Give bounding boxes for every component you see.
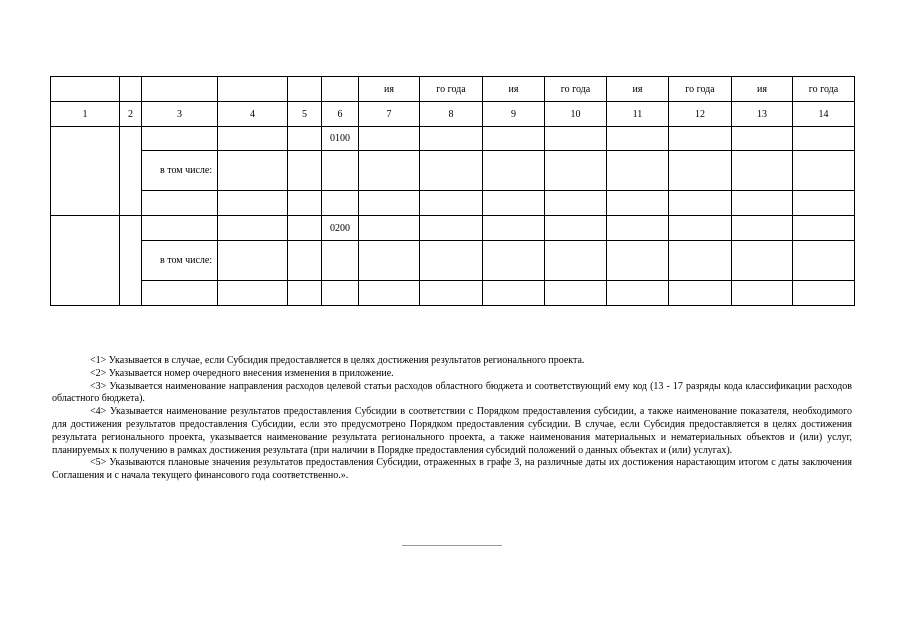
table-row bbox=[51, 127, 855, 151]
column-number: 6 bbox=[322, 102, 359, 127]
header-cell: го года bbox=[545, 77, 607, 102]
footnote-2: <2> Указывается номер очередного внесения изменения в приложение. bbox=[90, 367, 394, 379]
table-cell bbox=[51, 127, 120, 216]
table-cell bbox=[322, 241, 359, 281]
table-cell bbox=[732, 241, 793, 281]
table-cell bbox=[793, 127, 855, 151]
column-number: 9 bbox=[483, 102, 545, 127]
table-cell bbox=[322, 191, 359, 216]
table-row bbox=[51, 241, 855, 281]
table-row bbox=[51, 216, 855, 241]
table-cell bbox=[359, 191, 420, 216]
table-cell bbox=[420, 191, 483, 216]
table-cell bbox=[607, 127, 669, 151]
column-number: 3 bbox=[142, 102, 218, 127]
separator-line bbox=[402, 545, 502, 546]
table-cell bbox=[483, 191, 545, 216]
table-cell bbox=[120, 127, 142, 216]
header-cell bbox=[288, 77, 322, 102]
header-cell: ия bbox=[732, 77, 793, 102]
table-cell bbox=[793, 281, 855, 306]
table-cell bbox=[545, 127, 607, 151]
header-cell bbox=[142, 77, 218, 102]
column-number: 12 bbox=[669, 102, 732, 127]
results-table bbox=[50, 76, 855, 306]
column-number-row bbox=[51, 102, 855, 127]
table-cell bbox=[483, 241, 545, 281]
table-cell bbox=[732, 281, 793, 306]
table-cell bbox=[288, 127, 322, 151]
header-row bbox=[51, 77, 855, 102]
table-row bbox=[51, 281, 855, 306]
table-cell bbox=[669, 191, 732, 216]
header-cell: ия bbox=[359, 77, 420, 102]
table-cell bbox=[607, 191, 669, 216]
table-cell bbox=[51, 216, 120, 306]
table-cell bbox=[288, 281, 322, 306]
table-cell bbox=[288, 216, 322, 241]
table-cell bbox=[545, 151, 607, 191]
table-cell bbox=[545, 241, 607, 281]
column-number: 11 bbox=[607, 102, 669, 127]
table-cell bbox=[483, 281, 545, 306]
table-cell bbox=[732, 151, 793, 191]
table-cell bbox=[607, 241, 669, 281]
table-cell bbox=[420, 241, 483, 281]
table-cell bbox=[322, 281, 359, 306]
footnote-5: <5> Указываются плановые значения результатов предоставления Субсидии, отраженных в графе 3, на различные даты их достижения нарастающим итогом с даты заключения Соглашения и с начала текущего финансового года соответственно.». bbox=[52, 457, 852, 482]
column-number: 13 bbox=[732, 102, 793, 127]
table-cell bbox=[359, 281, 420, 306]
table-cell bbox=[420, 216, 483, 241]
table-cell bbox=[420, 151, 483, 191]
table-cell bbox=[669, 127, 732, 151]
table-cell bbox=[793, 191, 855, 216]
table-cell bbox=[322, 151, 359, 191]
header-cell: ия bbox=[483, 77, 545, 102]
row-code: 0100 bbox=[322, 127, 359, 151]
table-cell bbox=[545, 216, 607, 241]
table-cell bbox=[218, 281, 288, 306]
table-cell bbox=[359, 151, 420, 191]
table-cell bbox=[218, 151, 288, 191]
table-cell bbox=[607, 281, 669, 306]
table-cell bbox=[483, 151, 545, 191]
table-cell bbox=[359, 241, 420, 281]
column-number: 1 bbox=[51, 102, 120, 127]
including-label: в том числе: bbox=[142, 241, 218, 281]
table-cell bbox=[793, 151, 855, 191]
header-cell: го года bbox=[793, 77, 855, 102]
column-number: 5 bbox=[288, 102, 322, 127]
column-number: 10 bbox=[545, 102, 607, 127]
table-cell bbox=[483, 216, 545, 241]
header-cell: го года bbox=[420, 77, 483, 102]
header-cell: го года bbox=[669, 77, 732, 102]
header-cell: ия bbox=[607, 77, 669, 102]
table-cell bbox=[120, 216, 142, 306]
table-cell bbox=[142, 281, 218, 306]
footnote-4: <4> Указывается наименование результатов предоставления Субсидии в соответствии с Порядком предоставления субсидии, а также наименование показателя, необходимого для достижения результатов предоставления Субсидии, если это предусмотрено Порядком предоставления субсидии. В случае, если Субсидия предоставляется в целях достижения результата регионального проекта, указывается наименование результата регионального проекта, а также наименования материальных и нематериальных объектов и (или) услуг, планируемых к получению в рамках достижения результата (при наличии в Порядке предоставления субсидий положений о данных объектах и (или) услугах). bbox=[52, 406, 852, 456]
footnote-3: <3> Указывается наименование направления расходов целевой статьи расходов областного бюджета и соответствующий ему код (13 - 17 разряды кода классификации расходов областного бюджета). bbox=[52, 380, 852, 405]
footnotes bbox=[52, 355, 852, 483]
table-cell bbox=[288, 151, 322, 191]
column-number: 7 bbox=[359, 102, 420, 127]
table-cell bbox=[218, 241, 288, 281]
footnote-1: <1> Указывается в случае, если Субсидия предоставляется в целях достижения результатов регионального проекта. bbox=[90, 355, 585, 366]
table-cell bbox=[359, 216, 420, 241]
table-cell bbox=[420, 127, 483, 151]
table-cell bbox=[732, 216, 793, 241]
column-number: 8 bbox=[420, 102, 483, 127]
table-cell bbox=[607, 216, 669, 241]
table-cell bbox=[669, 241, 732, 281]
column-number: 2 bbox=[120, 102, 142, 127]
row-code: 0200 bbox=[322, 216, 359, 241]
table-cell bbox=[607, 151, 669, 191]
table-cell bbox=[545, 191, 607, 216]
table-cell bbox=[669, 216, 732, 241]
header-cell bbox=[120, 77, 142, 102]
table-cell bbox=[288, 191, 322, 216]
table-cell bbox=[142, 216, 218, 241]
table-cell bbox=[142, 127, 218, 151]
table-row bbox=[51, 191, 855, 216]
header-cell bbox=[322, 77, 359, 102]
table-cell bbox=[218, 216, 288, 241]
table-cell bbox=[732, 127, 793, 151]
table-cell bbox=[359, 127, 420, 151]
table-cell bbox=[420, 281, 483, 306]
table-cell bbox=[545, 281, 607, 306]
table-cell bbox=[793, 241, 855, 281]
header-cell bbox=[51, 77, 120, 102]
table-cell bbox=[793, 216, 855, 241]
column-number: 4 bbox=[218, 102, 288, 127]
table-cell bbox=[218, 191, 288, 216]
table-cell bbox=[483, 127, 545, 151]
column-number: 14 bbox=[793, 102, 855, 127]
table-cell bbox=[732, 191, 793, 216]
table-cell bbox=[142, 191, 218, 216]
table-cell bbox=[288, 241, 322, 281]
table-row bbox=[51, 151, 855, 191]
table-cell bbox=[669, 151, 732, 191]
table-cell bbox=[669, 281, 732, 306]
including-label: в том числе: bbox=[142, 151, 218, 191]
table-cell bbox=[218, 127, 288, 151]
header-cell bbox=[218, 77, 288, 102]
